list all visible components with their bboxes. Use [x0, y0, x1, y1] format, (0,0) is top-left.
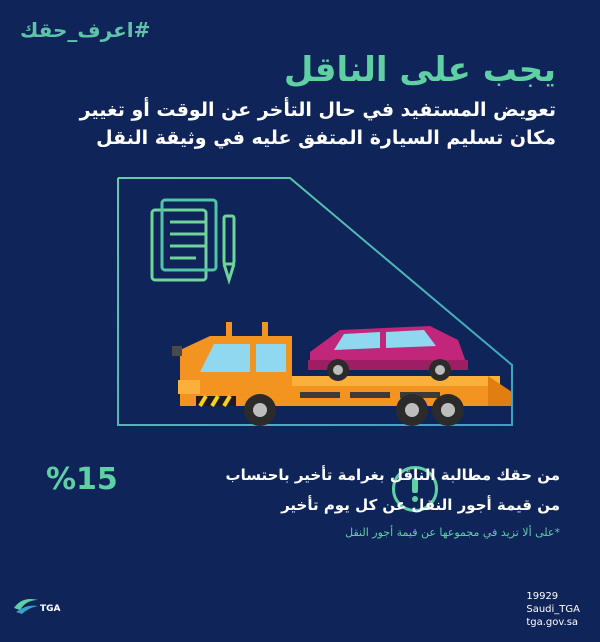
description: تعويض المستفيد في حال التأخر عن الوقت أو تغيير مكان تسليم السيارة المتفق عليه في وثيقة النقل [79, 99, 556, 149]
info-note: *على ألا تزيد في مجموعها عن قيمة أجور النقل [345, 526, 560, 539]
info-line2: من قيمة أجور النقل عن كل يوم تأخير [281, 496, 560, 514]
info-block [140, 462, 560, 539]
contact-website: tga.gov.sa [526, 617, 579, 628]
info-line1 [140, 462, 560, 488]
percentage: %15 [46, 462, 118, 497]
car-icon [308, 326, 468, 381]
document-icon [152, 200, 216, 280]
hashtag: #اعرف_حقك [20, 18, 151, 42]
tga-logo-icon [12, 590, 40, 622]
logo-label: TGA [40, 604, 61, 614]
contact-phone: 19929 [526, 591, 559, 602]
contact-block [526, 590, 580, 629]
contact-handle: Saudi_TGA [526, 604, 580, 615]
pen-icon [224, 216, 234, 280]
headline: يجب على الناقل [283, 50, 556, 90]
info-line1-rest: مطالبة الناقل بغرامة تأخير باحتساب [225, 466, 497, 484]
info-highlight: من حقك [496, 466, 560, 484]
